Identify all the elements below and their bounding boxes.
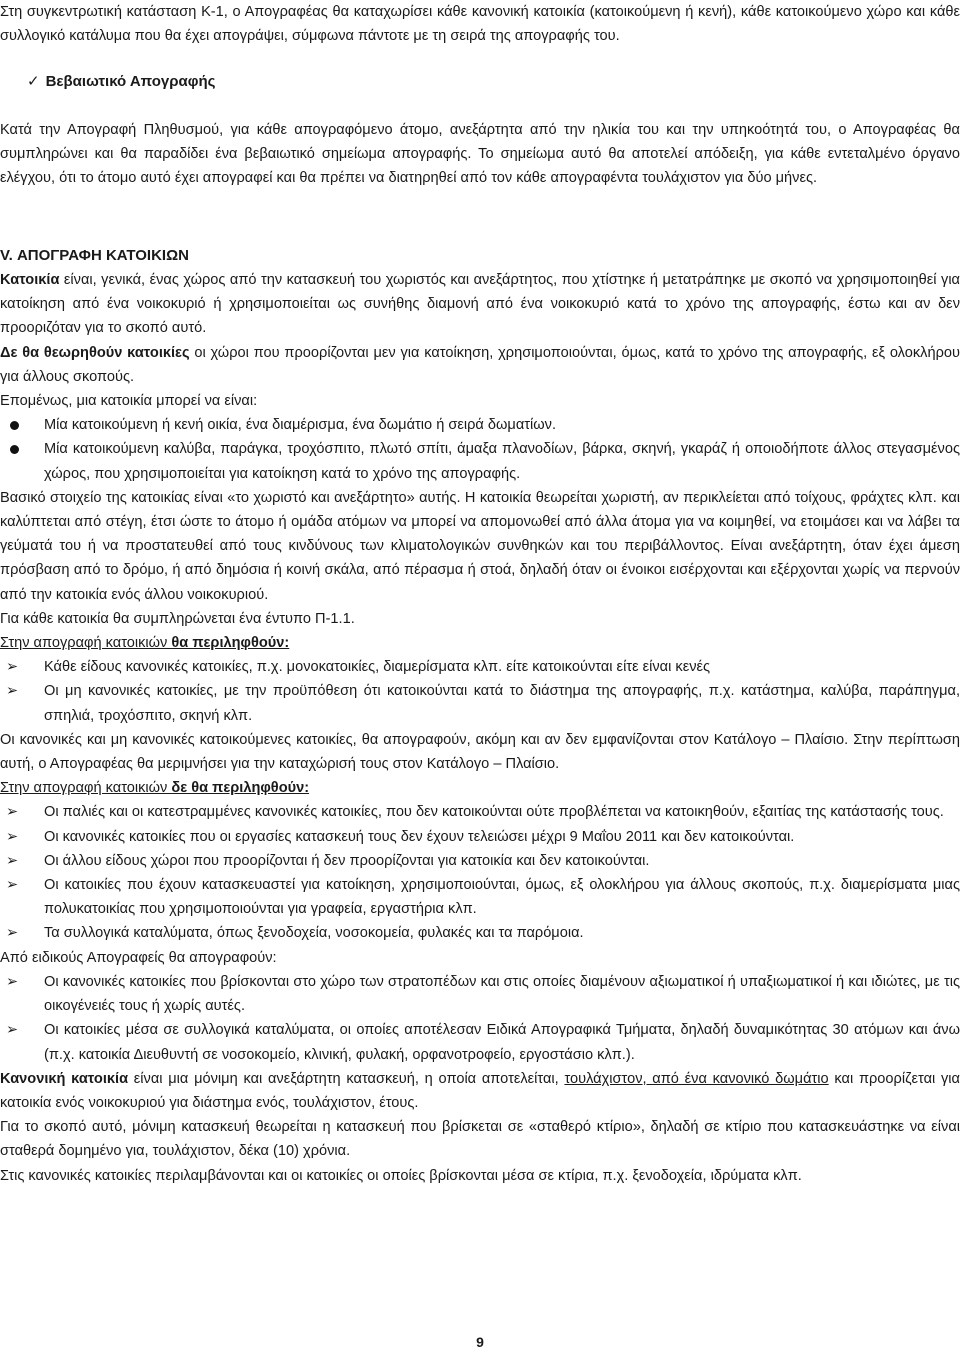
list-item: [0, 825, 960, 849]
arrow-icon: ➢: [6, 683, 19, 700]
normal-dwelling-underlined: τουλάχιστον, από ένα κανονικό δωμάτιο: [564, 1070, 829, 1087]
list-item-text: Οι μη κανονικές κατοικίες, με την προϋπόθεση ότι κατοικούνται κατά το διάστημα της απογραφής, π.χ. κατάστημα, καλύβα, παράπηγμα, σπηλιά, τροχόσπιτο, σκηνή κλπ.: [44, 683, 960, 724]
list-item-text: Οι παλιές και οι κατεστραμμένες κανονικές κατοικίες, που δεν κατοικούνται ούτε προβλέπεται να κατοικηθούν, εξαιτίας της κατάστασής τους.: [44, 804, 944, 821]
certificate-paragraph: Κατά την Απογραφή Πληθυσμού, για κάθε απογραφόμενο άτομο, ανεξάρτητα από την ηλικία του και την υπηκοότητά του, ο Απογραφέας θα συμπληρώνει και θα παραδίδει ένα βεβαιωτικό σημείωμα απογραφής. Το σημείωμα αυτό θα αποτελεί απόδειξη, για κάθε εντεταλμένο όργανο ελέγχου, ότι το άτομο αυτό έχει απογραφεί και θα πρέπει να διατηρηθεί από τον κάθε απογραφέντα τουλάχιστον για δύο μήνες.: [0, 122, 960, 187]
included-heading-b: θα περιληφθούν:: [171, 635, 290, 652]
therefore-line: Επομένως, μια κατοικία μπορεί να είναι:: [0, 393, 258, 410]
dwelling-definition: [0, 268, 960, 341]
certificate-title: Βεβαιωτικό Απογραφής: [45, 73, 216, 90]
certificate-heading: [27, 70, 215, 94]
list-item-text: Κάθε είδους κανονικές κατοικίες, π.χ. μονοκατοικίες, διαμερίσματα κλπ. είτε κατοικούνται είτε είναι κενές: [44, 659, 711, 676]
list-item-text: Τα συλλογικά καταλύματα, όπως ξενοδοχεία, νοσοκομεία, φυλακές και τα παρόμοια.: [44, 925, 584, 942]
not-dwellings-paragraph: [0, 341, 960, 389]
list-item: [0, 800, 960, 824]
checkmark-icon: ✓: [27, 73, 40, 90]
list-item: [0, 437, 960, 485]
list-item-text: Οι κατοικίες μέσα σε συλλογικά καταλύματα, οι οποίες αποτέλεσαν Ειδικά Απογραφικά Τμήματα, δηλαδή δυναμικότητας 30 ατόμων και άνω (π.χ. κατοικία Διευθυντή σε νοσοκομείο, κλινική, φυλακή, ορφανοτροφείο, εργοστάσιο κλπ.).: [44, 1022, 960, 1063]
permanent-construction-paragraph: Για το σκοπό αυτό, μόνιμη κατασκευή θεωρείται η κατασκευή που βρίσκεται σε «σταθερό κτίριο», δηλαδή σε κτίριο που κατασκευάστηκε να είναι σταθερά δομημένο για, τουλάχιστον, δέκα (10) χρόνια.: [0, 1119, 960, 1160]
not-dwellings-term: Δε θα θεωρηθούν κατοικίες: [0, 344, 190, 361]
included-heading-a: Στην απογραφή κατοικιών: [0, 635, 172, 652]
intro-paragraph: Στη συγκεντρωτική κατάσταση Κ-1, ο Απογραφέας θα καταχωρίσει κάθε κανονική κατοικία (κατοικούμενη ή κενή), κάθε κατοικούμενο χώρο και κάθε συλλογικό κατάλυμα που θα έχει απογράψει, σύμφωνα πάντοτε με τη σειρά της απογραφής του.: [0, 4, 960, 45]
special-enumerators-line: Από ειδικούς Απογραφείς θα απογραφούν:: [0, 949, 277, 966]
definition-term: Κατοικία: [0, 272, 60, 288]
list-item: [0, 655, 960, 679]
catalogue-note: Οι κανονικές και μη κανονικές κατοικούμενες κατοικίες, θα απογραφούν, ακόμη και αν δεν εμφανίζονται στον Κατάλογο – Πλαίσιο. Στην περίπτωση αυτή, ο Απογραφέας θα μεριμνήσει για την καταχώρισή τους στον Κατάλογο – Πλαίσιο.: [0, 731, 960, 773]
includes-paragraph: Στις κανονικές κατοικίες περιλαμβάνονται και οι κατοικίες οι οποίες βρίσκονται μέσα σε κτίρια, π.χ. ξενοδοχεία, ιδρύματα κλπ.: [0, 1167, 802, 1184]
arrow-icon: ➢: [6, 1022, 19, 1039]
list-item-text: Οι κανονικές κατοικίες που οι εργασίες κατασκευή τους δεν έχουν τελειώσει μέχρι 9 Μαΐου 2011 και δεν κατοικούνται.: [44, 828, 795, 845]
normal-dwelling-text-a: είναι μια μόνιμη και ανεξάρτητη κατασκευή, η οποία αποτελείται,: [128, 1070, 565, 1087]
list-item: [0, 921, 960, 945]
section-heading: V. ΑΠΟΓΡΑΦΗ ΚΑΤΟΙΚΙΩΝ: [0, 247, 189, 264]
included-heading: [0, 631, 960, 655]
page-number: 9: [476, 1334, 484, 1350]
list-item-text: Οι κατοικίες που έχουν κατασκευαστεί για κατοίκηση, χρησιμοποιούνται, όμως, εξ ολοκλήρου για άλλους σκοπούς, π.χ. διαμερίσματα μιας πολυκατοικίας που χρησιμοποιούνται για γραφεία, εργαστήρια κλπ.: [44, 877, 960, 918]
arrow-icon: ➢: [6, 852, 19, 869]
arrow-icon: ➢: [6, 804, 19, 821]
dwellings-section: [0, 244, 960, 1188]
list-item-text: Μία κατοικούμενη ή κενή οικία, ένα διαμέρισμα, ένα δωμάτιο ή σειρά δωματίων.: [44, 417, 557, 434]
list-item-text: Οι κανονικές κατοικίες που βρίσκονται στο χώρο των στρατοπέδων και στις οποίες διαμένουν αξιωματικοί ή υπαξιωματικοί ή και ιδιώτες, με τις οικογένειές τους ή χωρίς αυτές.: [44, 973, 960, 1015]
normal-dwelling-text-b: και προορίζεται για κατοικία ενός νοικοκυριού για διάστημα ενός, τουλάχιστον, έτους.: [0, 1070, 960, 1111]
not-dwellings-text: οι χώροι που προορίζονται μεν για κατοίκηση, χρησιμοποιούνται, όμως, κατά το χρόνο της απογραφής, εξ ολοκλήρου για άλλους σκοπούς.: [0, 344, 960, 385]
form-line: Για κάθε κατοικία θα συμπληρώνεται ένα έντυπο Π-1.1.: [0, 610, 355, 627]
bullet-icon: [10, 421, 19, 430]
list-item-text: Μία κατοικούμενη καλύβα, παράγκα, τροχόσπιτο, πλωτό σπίτι, άμαξα πλανοδίων, βάρκα, σκηνή, γκαράζ ή οποιοδήποτε άλλος στεγασμένος χώρος, που χρησιμοποιείται για κατοίκηση κατά το χρόνο της απογραφής.: [44, 441, 960, 482]
basic-element-paragraph: Βασικό στοιχείο της κατοικίας είναι «το χωριστό και ανεξάρτητο» αυτής. Η κατοικία θεωρείται χωριστή, αν περικλείεται από τοίχους, φράχτες κλπ. και καλύπτεται από στέγη, έτσι ώστε το άτομο ή ομάδα ατόμων να μπορεί να απομονωθεί από άλλα άτομα για να κοιμηθεί, να ετοιμάσει και να λάβει τα γεύματά του ή να προστατευθεί από τους κινδύνους των κλιματολογικών συνθηκών και του περιβάλλοντος. Είναι ανεξάρτητη, όταν έχει άμεση πρόσβαση από το δρόμο, ή από δημόσια ή κοινή σκάλα, από πέρασμα ή στοά, δηλαδή όταν οι ένοικοι εισέρχονται και εξέρχονται χωρίς να περνούν από την κατοικία ενός άλλου νοικοκυριού.: [0, 489, 960, 603]
arrow-icon: ➢: [6, 828, 19, 845]
list-item: [0, 849, 960, 873]
list-item: [0, 1018, 960, 1066]
bullet-icon: [10, 445, 19, 454]
arrow-icon: ➢: [6, 877, 19, 894]
list-item: [0, 679, 960, 727]
normal-dwelling-definition: [0, 1067, 960, 1115]
list-item: [0, 873, 960, 921]
definition-text: είναι, γενικά, ένας χώρος από την κατασκευή του χωριστός και ανεξάρτητος, που χτίστηκε ή μετατράπηκε με σκοπό να χρησιμοποιηθεί για κατοίκηση από ένα νοικοκυριό ή χρησιμοποιείται ως συνήθης διαμονή από ένα νοικοκυριό κατά το χρόνο της απογραφής, έστω και αν δεν προοριζόταν για το σκοπό αυτό.: [0, 272, 960, 337]
excluded-heading: [0, 776, 960, 800]
normal-dwelling-term: Κανονική κατοικία: [0, 1070, 129, 1087]
arrow-icon: ➢: [6, 925, 19, 942]
excluded-heading-b: δε θα περιληφθούν:: [171, 780, 310, 797]
list-item: [0, 970, 960, 1018]
list-item: [0, 413, 960, 437]
arrow-icon: ➢: [6, 659, 19, 676]
list-item-text: Οι άλλου είδους χώροι που προορίζονται ή δεν προορίζονται για κατοικία και δεν κατοικούνται.: [44, 852, 650, 869]
arrow-icon: ➢: [6, 973, 19, 990]
excluded-heading-a: Στην απογραφή κατοικιών: [0, 780, 172, 797]
